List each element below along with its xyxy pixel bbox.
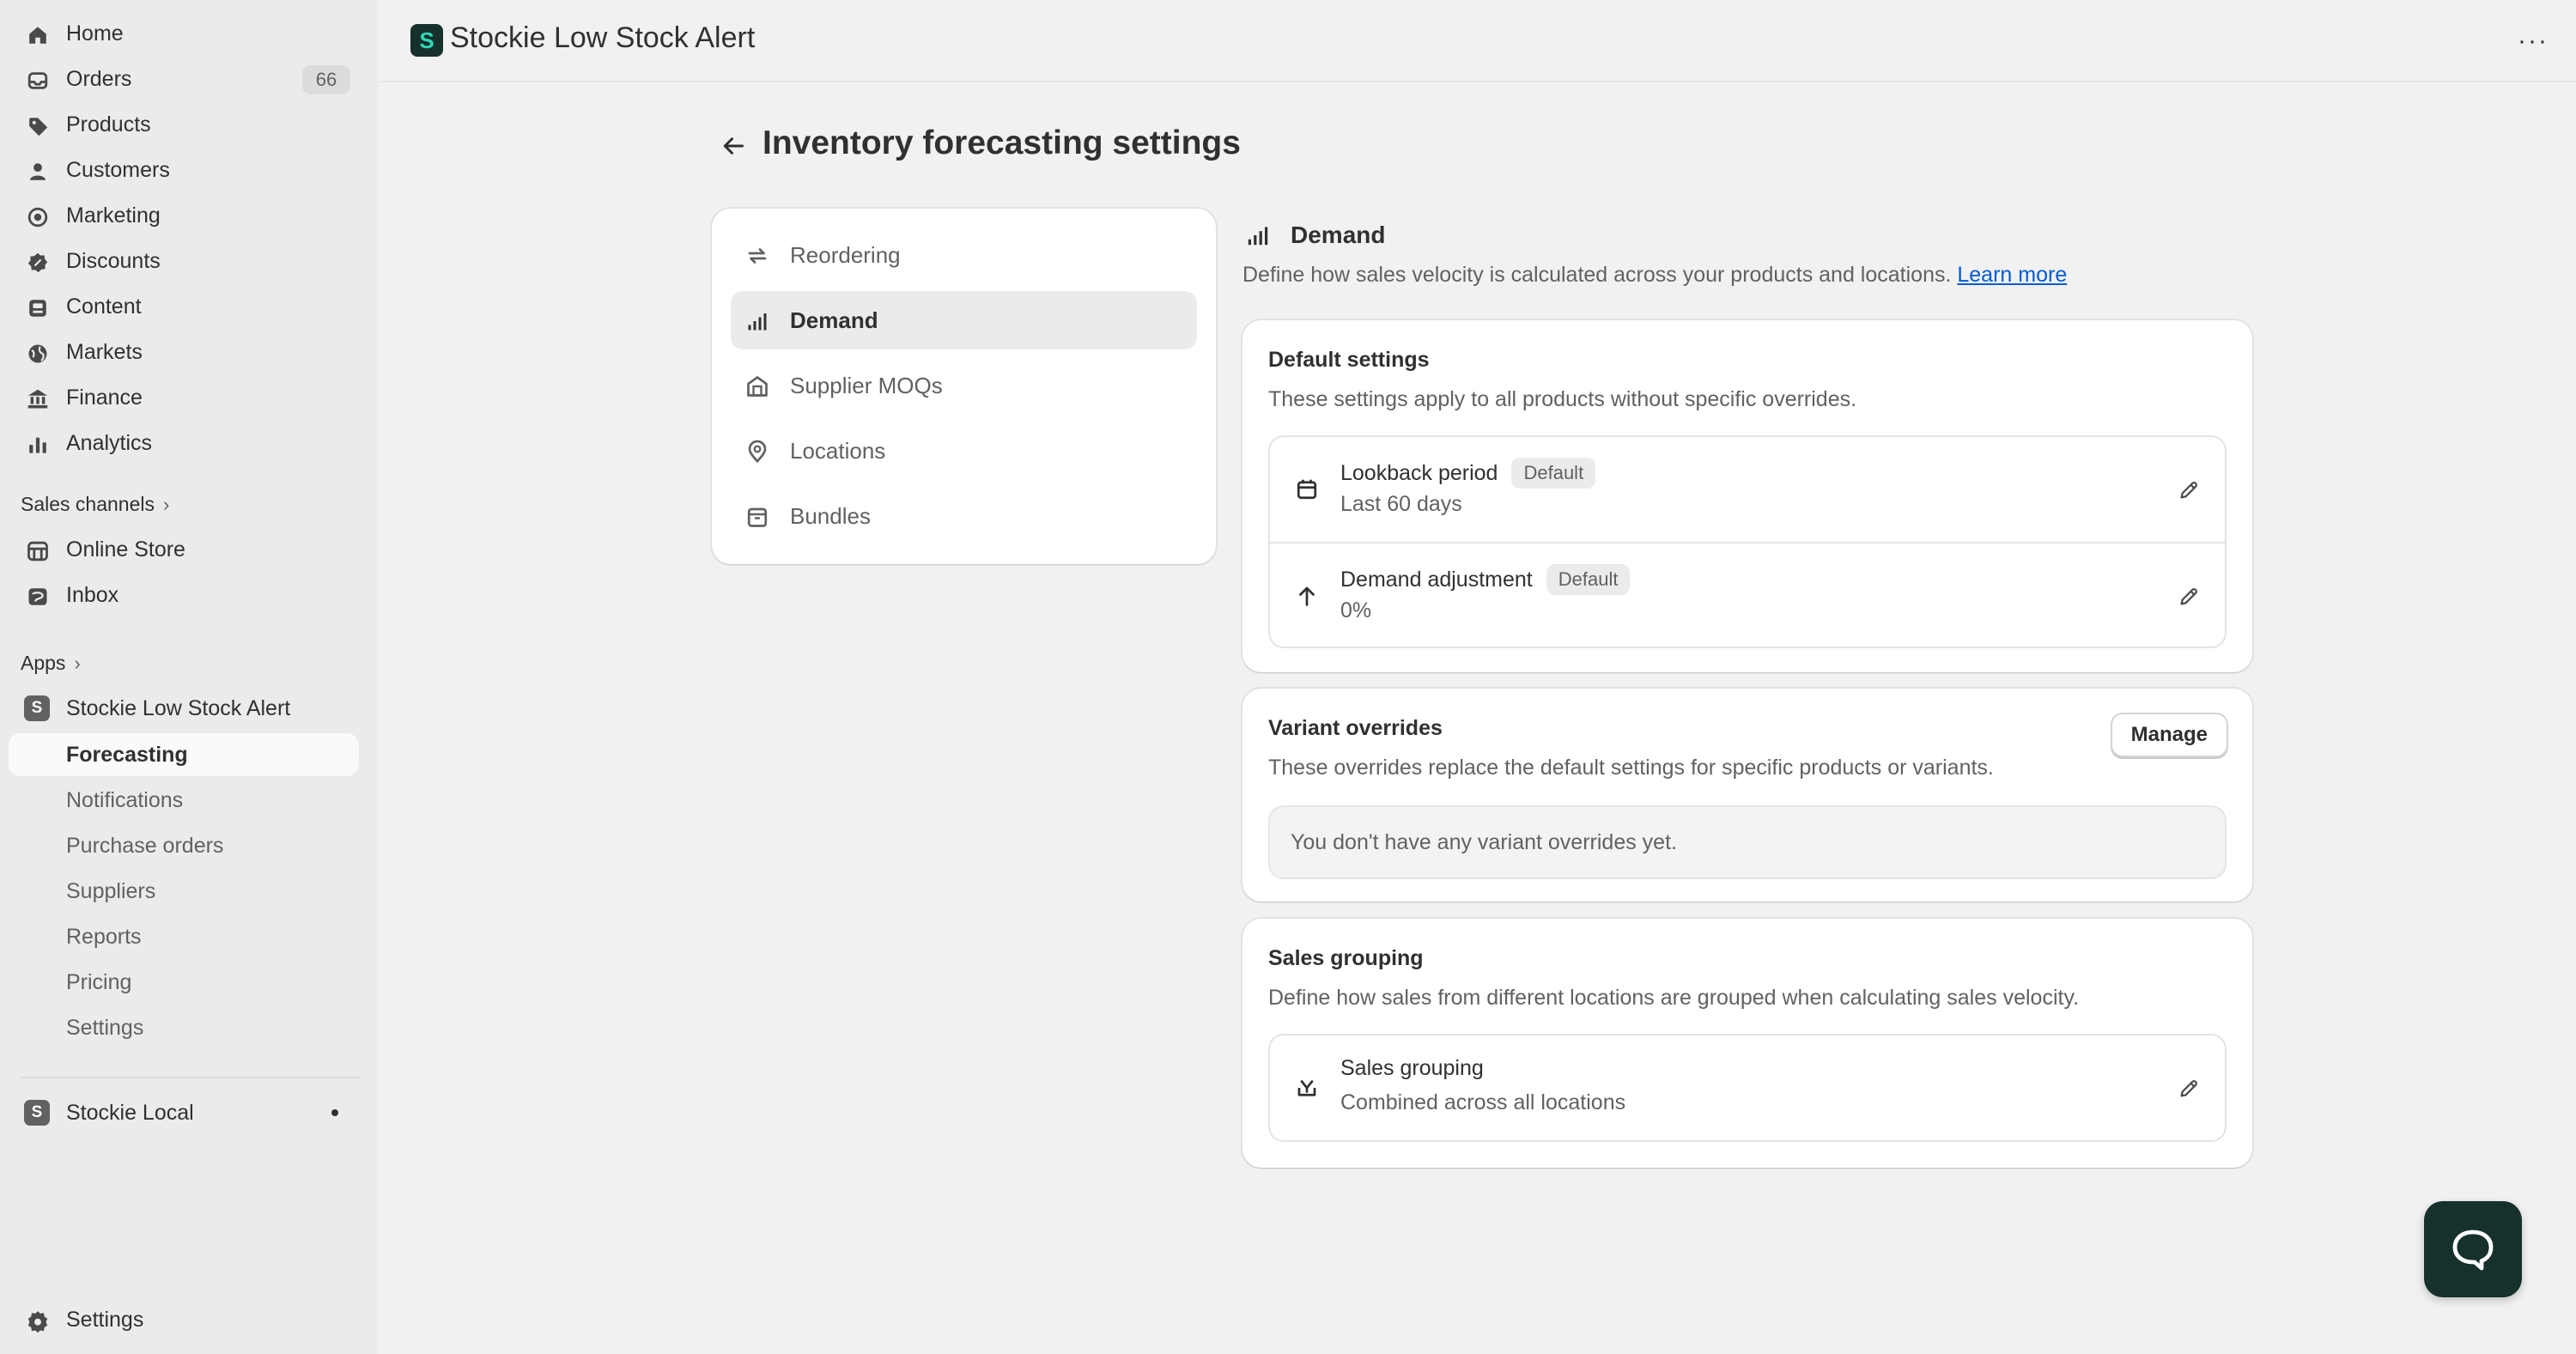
demand-adjustment-value: 0% (1340, 598, 1372, 622)
settings-tab-supplier-moqs[interactable] (731, 356, 1197, 415)
settings-tab-locations[interactable] (731, 422, 1197, 480)
default-settings-card (1242, 320, 2252, 672)
nav-label: Stockie Local (66, 1100, 194, 1125)
nav-discounts[interactable] (9, 240, 359, 282)
demand-description-text: Define how sales velocity is calculated across your products and locations. (1242, 263, 1952, 287)
row-title (1340, 1056, 1484, 1081)
chat-bubble-icon (2447, 1223, 2499, 1275)
nav-online-store[interactable] (9, 529, 359, 570)
arrow-left-icon (720, 133, 746, 159)
settings-tab-label: Supplier MOQs (790, 372, 943, 398)
nav-orders[interactable] (9, 58, 359, 100)
apps-heading[interactable] (21, 652, 81, 675)
page-title: Inventory forecasting settings (762, 124, 1241, 161)
edit-sales-grouping-button[interactable] (2172, 1072, 2206, 1106)
nav-inbox[interactable] (9, 574, 359, 616)
box-icon (744, 504, 770, 530)
nav-label: Home (66, 21, 124, 46)
nav-label: Forecasting (66, 742, 188, 767)
nav-label: Reports (66, 924, 142, 949)
nav-suppliers[interactable] (9, 870, 359, 913)
pencil-icon (2177, 585, 2201, 609)
nav-finance[interactable] (9, 377, 359, 418)
nav-label: Customers (66, 157, 170, 182)
card-title: Sales grouping (1268, 946, 1424, 970)
person-icon (26, 160, 50, 184)
stockie-local-logo: S (24, 1100, 50, 1126)
more-actions-button[interactable]: ··· (2518, 27, 2549, 55)
nav-settings[interactable] (9, 1299, 359, 1340)
settings-tab-label: Locations (790, 437, 886, 464)
admin-sidebar (0, 0, 378, 1354)
stockie-app-logo: S (24, 695, 50, 721)
nav-label: Suppliers (66, 878, 156, 903)
manage-button[interactable]: Manage (2111, 713, 2228, 757)
nav-forecasting[interactable] (9, 733, 359, 776)
sidebar-divider (21, 1077, 359, 1078)
discount-icon (26, 251, 50, 275)
demand-section-header (1244, 222, 1385, 249)
settings-tab-reordering[interactable] (731, 226, 1197, 284)
nav-home[interactable] (9, 13, 359, 54)
orders-count-badge: 66 (302, 65, 350, 94)
globe-icon (26, 342, 50, 366)
sales-grouping-card (1242, 919, 2252, 1168)
nav-label: Purchase orders (66, 833, 224, 858)
sales-grouping-row[interactable] (1270, 1035, 2225, 1140)
settings-tab-label: Demand (790, 307, 878, 333)
target-icon (26, 205, 50, 229)
nav-label: Finance (66, 385, 143, 410)
default-settings-list (1268, 435, 2227, 648)
arrow-up-icon (1294, 583, 1320, 609)
card-description: Define how sales from different locations are grouped when calculating sales velocity. (1268, 986, 2080, 1010)
nav-content[interactable] (9, 286, 359, 327)
nav-label: Discounts (66, 248, 161, 273)
nav-label: Notifications (66, 787, 184, 812)
location-icon (744, 439, 770, 464)
edit-lookback-button[interactable] (2172, 473, 2206, 507)
edit-demand-adjustment-button[interactable] (2172, 580, 2206, 614)
nav-label: Marketing (66, 203, 161, 228)
nav-app-stockie[interactable] (9, 688, 359, 729)
settings-tab-demand[interactable] (731, 291, 1197, 349)
card-description: These settings apply to all products without specific overrides. (1268, 387, 1857, 411)
learn-more-link[interactable]: Learn more (1957, 263, 2068, 287)
settings-tab-label: Bundles (790, 502, 871, 529)
sales-grouping-value: Combined across all locations (1340, 1090, 1626, 1114)
nav-label: Inbox (66, 582, 119, 607)
sales-channels-heading[interactable] (21, 493, 169, 516)
content-icon (26, 296, 50, 320)
default-badge: Default (1546, 564, 1631, 595)
card-description: These overrides replace the default settings for specific products or variants. (1268, 756, 1994, 780)
app-topbar (378, 0, 2576, 82)
chart-icon (26, 433, 50, 457)
nav-label: Online Store (66, 537, 185, 562)
nav-label: Stockie Low Stock Alert (66, 695, 291, 720)
row-title (1340, 458, 1595, 489)
status-dot (331, 1109, 338, 1116)
lookback-period-row[interactable] (1270, 437, 2225, 542)
nav-label: Settings (66, 1307, 144, 1332)
bank-icon (26, 387, 50, 411)
nav-purchase-orders[interactable] (9, 824, 359, 867)
nav-app-stockie-local[interactable] (9, 1092, 359, 1133)
chevron-right-icon: › (74, 652, 81, 674)
demand-title: Demand (1291, 222, 1386, 248)
building-icon (744, 373, 770, 399)
store-icon (26, 539, 50, 563)
demand-adjustment-row[interactable] (1270, 542, 2225, 647)
row-title (1340, 564, 1630, 595)
settings-nav-card (712, 209, 1216, 564)
nav-products[interactable] (9, 104, 359, 145)
nav-marketing[interactable] (9, 195, 359, 236)
nav-notifications[interactable] (9, 779, 359, 822)
nav-app-settings[interactable] (9, 1006, 359, 1049)
lookback-period-label: Lookback period (1340, 460, 1498, 485)
signal-icon (744, 308, 770, 334)
nav-markets[interactable] (9, 331, 359, 373)
nav-label: Pricing (66, 969, 132, 994)
nav-label: Orders (66, 66, 132, 91)
empty-state: You don't have any variant overrides yet. (1268, 805, 2227, 879)
card-title: Default settings (1268, 348, 1430, 372)
chevron-right-icon: › (163, 493, 170, 515)
apps-label: Apps (21, 652, 66, 674)
nav-reports[interactable] (9, 915, 359, 958)
default-badge: Default (1511, 458, 1595, 489)
chat-icon (26, 585, 50, 609)
card-title: Variant overrides (1268, 716, 1443, 740)
stockie-logo: S (410, 24, 443, 57)
demand-adjustment-label: Demand adjustment (1340, 567, 1533, 592)
nav-analytics[interactable] (9, 422, 359, 464)
nav-label: Products (66, 112, 151, 137)
merge-icon (1294, 1075, 1320, 1101)
gear-icon (26, 1309, 50, 1333)
nav-customers[interactable] (9, 149, 359, 191)
calendar-icon (1294, 477, 1320, 502)
demand-description (1242, 263, 2067, 288)
refresh-icon (744, 243, 770, 269)
lookback-period-value: Last 60 days (1340, 492, 1462, 516)
settings-tab-bundles[interactable] (731, 487, 1197, 545)
pencil-icon (2177, 1077, 2201, 1101)
nav-pricing[interactable] (9, 961, 359, 1004)
nav-label: Analytics (66, 430, 153, 455)
settings-tab-label: Reordering (790, 241, 901, 268)
sales-channels-label: Sales channels (21, 493, 155, 515)
signal-icon (1244, 222, 1272, 249)
nav-label: Content (66, 294, 142, 319)
tag-icon (26, 114, 50, 138)
sales-grouping-list (1268, 1034, 2227, 1142)
pencil-icon (2177, 478, 2201, 502)
sales-grouping-label: Sales grouping (1340, 1056, 1484, 1080)
back-button[interactable] (714, 127, 752, 165)
variant-overrides-card (1242, 689, 2252, 902)
chat-launcher-button[interactable] (2424, 1201, 2522, 1297)
inbox-icon (26, 69, 50, 93)
home-icon (26, 23, 50, 47)
app-title: Stockie Low Stock Alert (450, 21, 756, 54)
nav-label: Markets (66, 339, 143, 364)
nav-label: Settings (66, 1015, 144, 1040)
